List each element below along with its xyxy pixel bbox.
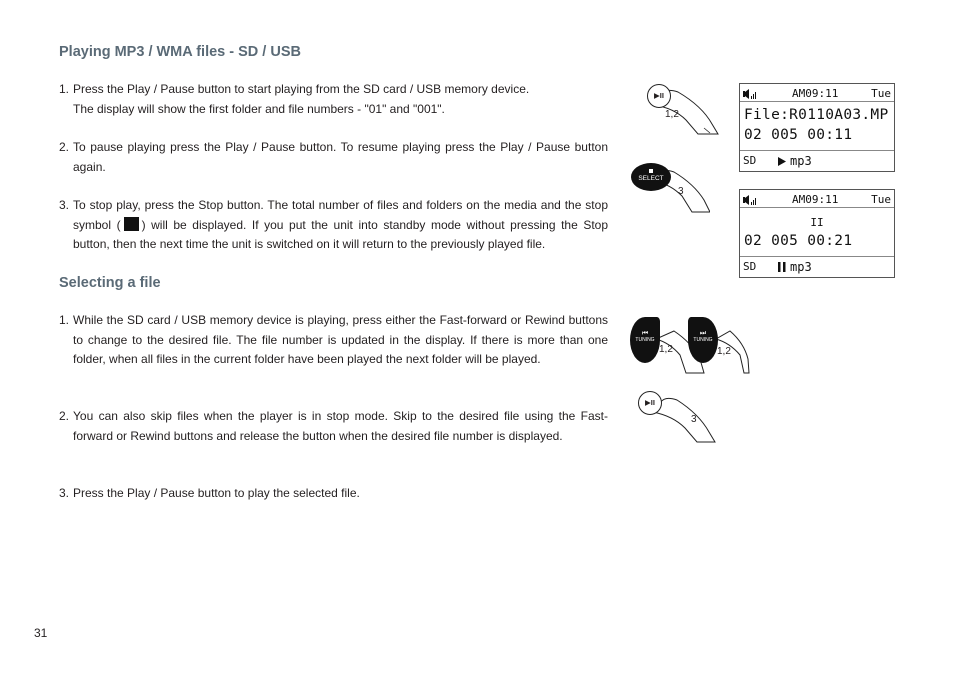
lcd-format: mp3 [790, 260, 812, 274]
step-1-skip [59, 311, 608, 370]
step-number: 3. [59, 486, 70, 500]
lcd-display-paused [739, 189, 895, 278]
stop-symbol-icon [124, 217, 139, 231]
step-number: 3. [59, 198, 70, 212]
rewind-button [630, 317, 660, 363]
select-button [631, 163, 671, 191]
step-label: 1,2 [665, 109, 679, 120]
step-label: 3 [691, 414, 697, 425]
lcd-status-bar [740, 192, 894, 208]
step-1-play [59, 80, 608, 119]
step-text: Press the Play / Pause button to play the selected file. [73, 486, 360, 500]
lcd-counter: 02 005 00:21 [744, 233, 853, 249]
tuning-label: TUNING [693, 337, 713, 343]
lcd-time: AM09:11 [792, 87, 839, 100]
lcd-status-bar [740, 86, 894, 102]
step-text: ) will be displayed. If you put the unit into standby mode without pressing the Stop button, then the next time the unit is switched on it will return to the previously played file. [73, 217, 608, 251]
lcd-display-playing [739, 83, 895, 172]
step-2-skip-stopped [59, 407, 608, 446]
lcd-time: AM09:11 [792, 193, 839, 206]
step-text: While the SD card / USB memory device is playing, press either the Fast-forward or Rewind buttons to change to the desired file. The file number is updated in the display. If there is more than one folder, when all files in the current folder have been played the next folder will be played. [73, 313, 608, 366]
lcd-source: SD [743, 154, 757, 167]
step-number: 1. [59, 313, 70, 327]
page-number: 31 [34, 626, 48, 640]
pause-indicator-icon [778, 262, 786, 272]
step-3-stop [59, 196, 608, 255]
lcd-day: Tue [871, 87, 891, 100]
play-pause-button: ▶II [638, 391, 662, 415]
rewind-icon: ⏮ [641, 330, 649, 337]
lcd-format: mp3 [790, 154, 812, 168]
tuning-press-illustration [630, 315, 750, 377]
signal-strength-icon [743, 89, 757, 99]
lcd-source-bar [740, 150, 894, 171]
signal-strength-icon [743, 195, 757, 205]
tuning-label: TUNING [635, 337, 655, 343]
step-text: Press the Play / Pause button to start playing from the SD card / USB memory device. [73, 82, 530, 96]
lcd-source: SD [743, 260, 757, 273]
lcd-source-bar [740, 256, 894, 277]
play-pause-press-illustration [640, 80, 720, 135]
play-pause-press-illustration-2 [637, 390, 717, 444]
step-text: The display will show the first folder and file numbers - "01" and "001". [73, 101, 445, 116]
lcd-counter: 02 005 00:11 [744, 127, 853, 143]
fast-forward-icon: ⏭ [699, 330, 707, 337]
fast-forward-button [688, 317, 718, 363]
section-heading-playing: Playing MP3 / WMA files - SD / USB [59, 44, 301, 60]
section-heading-selecting: Selecting a file [59, 275, 161, 291]
lcd-day: Tue [871, 193, 891, 206]
step-2-pause [59, 138, 608, 177]
play-pause-button: ▶II [647, 84, 671, 108]
play-indicator-icon [778, 157, 786, 166]
step-text: To pause playing press the Play / Pause button. To resume playing press the Play / Pause button again. [73, 140, 608, 174]
step-number: 2. [59, 409, 70, 423]
stop-square-icon [649, 169, 653, 173]
step-label: 1,2 [659, 344, 673, 355]
select-label: SELECT [638, 175, 664, 182]
step-text: You can also skip files when the player is in stop mode. Skip to the desired file using the Fast-forward or Rewind buttons and release the button when the desired file number is displayed. [73, 409, 608, 443]
select-press-illustration [630, 162, 710, 217]
step-3-play-selected [59, 484, 608, 504]
step-number: 1. [59, 82, 70, 96]
lcd-filename: File:R0110A03.MP [744, 107, 889, 123]
step-text: To stop play, press the Stop button. The total number of files and folders on the media and the stop symbol ( [73, 198, 608, 232]
step-number: 2. [59, 140, 70, 154]
step-label: 3 [678, 186, 684, 197]
step-text-wrapper [59, 196, 608, 255]
lcd-pause-status: II [810, 216, 824, 229]
step-label: 1,2 [717, 346, 731, 357]
